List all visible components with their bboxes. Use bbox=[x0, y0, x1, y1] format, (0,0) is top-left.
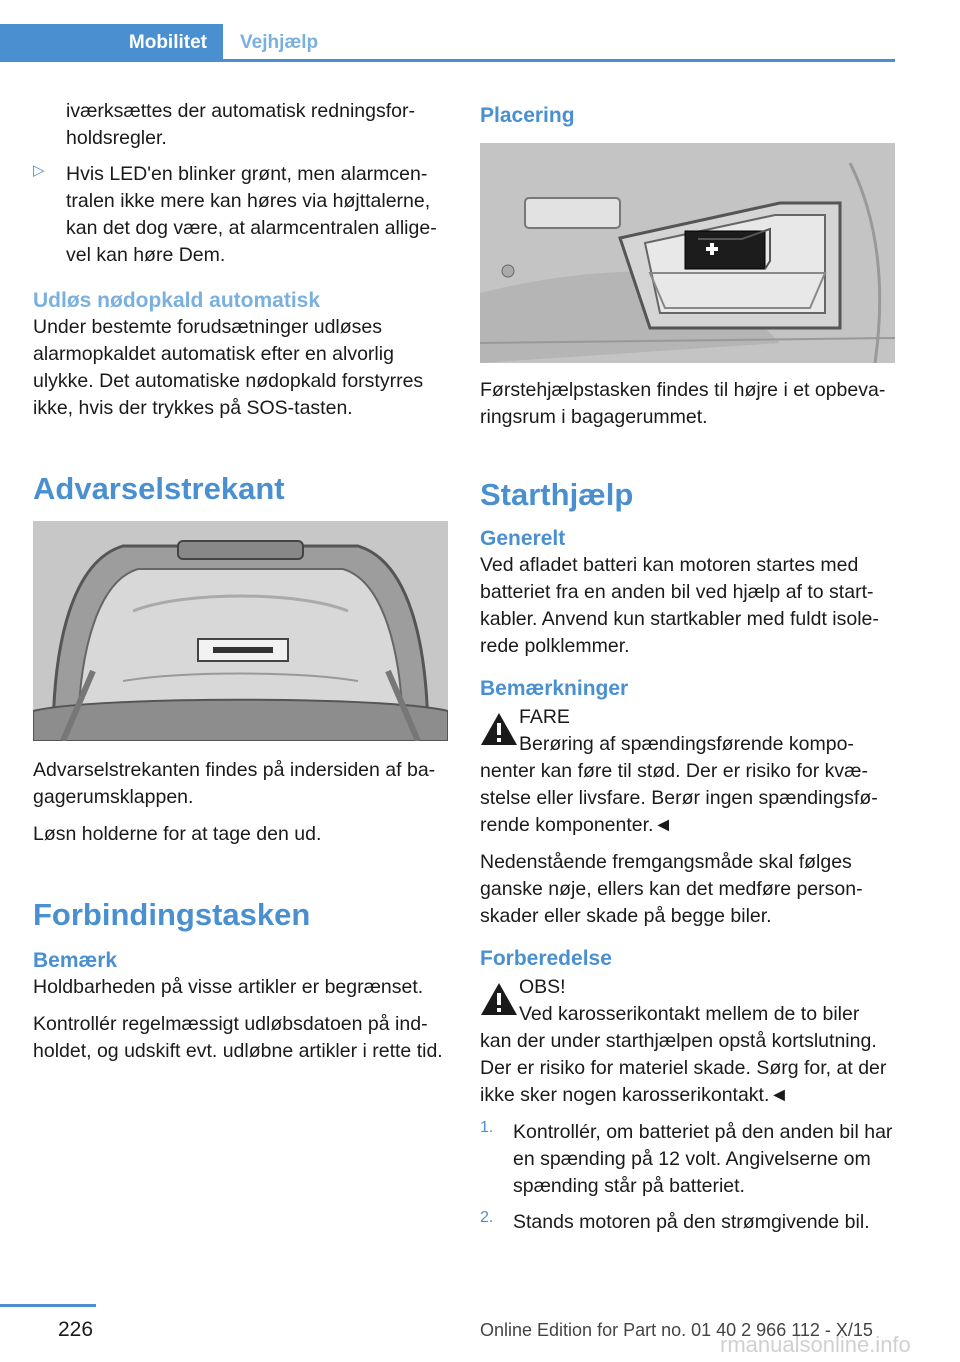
bullet-text: Hvis LED'en blinker grønt, men alarmcentralen ikke mere kan høres via højttalerne, kan det dog være, at alarmcentralen alligevel kan høre Dem. bbox=[66, 163, 437, 266]
step-text: Kontrollér, om batteriet på den anden bil har en spænding på 12 volt. Angivelserne om spænding står på batteriet. bbox=[513, 1121, 893, 1197]
warning-triangle-heading: Advarselstrekant bbox=[33, 471, 285, 506]
trunk-lid-illustration bbox=[33, 521, 448, 741]
continued-text: iværksættes der automatisk redningsforholdsregler. bbox=[66, 100, 415, 149]
page-header bbox=[0, 0, 895, 62]
auto-call-text: Under bestemte forudsætninger udløses alarmopkaldet automatisk efter en alvorlig ulykke. Det automatiske nødopkald forstyrres ikke, hvis der trykkes på SOS-tasten. bbox=[33, 316, 424, 419]
step-text: Stands motoren på den strømgivende bil. bbox=[513, 1211, 870, 1233]
caution-warning bbox=[480, 974, 895, 1109]
placement-caption: Førstehjælpstasken findes til højre i et opbevaringsrum i bagagerummet. bbox=[480, 379, 886, 428]
step-number: 1. bbox=[480, 1119, 494, 1136]
watermark: rmanualsonline.info bbox=[720, 1332, 911, 1357]
general-text: Ved afladet batteri kan motoren startes med batteriet fra en anden bil ved hjælp af to startkabler. Anvend kun startkabler med fuldt isolerede polklemmer. bbox=[480, 554, 879, 657]
danger-text: Berøring af spændingsførende komponenter kan føre til stød. Der er risiko for kvæstelse eller livsfare. Berør ingen spændingsførende komponenter.◄ bbox=[480, 733, 878, 836]
first-aid-compartment-illustration bbox=[480, 143, 895, 363]
warning-icon bbox=[480, 712, 518, 746]
trunk-compartment-image bbox=[480, 143, 895, 363]
remarks-heading: Bemærkninger bbox=[480, 677, 629, 700]
bullet-triangle-icon: ▷ bbox=[33, 162, 45, 179]
first-aid-kit-heading: Forbindingstasken bbox=[33, 897, 311, 932]
warning-icon bbox=[480, 982, 518, 1016]
jump-start-heading: Starthjælp bbox=[480, 477, 634, 512]
procedure-text: Nedenstående fremgangsmåde skal følges ganske nøje, ellers kan det medføre personskader eller skade på begge biler. bbox=[480, 851, 863, 927]
footer-rule bbox=[0, 1304, 96, 1307]
step-1 bbox=[480, 1119, 895, 1200]
note-text-2: Kontrollér regelmæssigt udløbsdatoen på indholdet, og udskift evt. udløbne artikler i rette tid. bbox=[33, 1013, 443, 1062]
danger-label: FARE bbox=[519, 706, 570, 728]
caution-text: Ved karosserikontakt mellem de to biler kan der under starthjælpen opstå kortslutning. Der er risiko for materiel skade. Sørg for, at der ikke sker nogen karosserikontakt.◄ bbox=[480, 1003, 887, 1106]
bullet-item bbox=[33, 161, 448, 269]
auto-call-heading: Udløs nødopkald automatisk bbox=[33, 289, 321, 312]
left-column bbox=[33, 98, 448, 1065]
tab-mobilitet: Mobilitet bbox=[0, 24, 223, 62]
edition-text: Online Edition for Part no. 01 40 2 966 112 - X/15 bbox=[480, 1320, 873, 1340]
page-number: 226 bbox=[58, 1318, 94, 1341]
caution-label: OBS! bbox=[519, 976, 566, 998]
right-column bbox=[480, 98, 895, 1236]
header-rule bbox=[223, 59, 895, 62]
danger-warning bbox=[480, 704, 895, 839]
triangle-instruction: Løsn holderne for at tage den ud. bbox=[33, 823, 322, 845]
note-text-1: Holdbarheden på visse artikler er begrænset. bbox=[33, 976, 424, 998]
step-2 bbox=[480, 1209, 895, 1236]
triangle-caption: Advarselstrekanten findes på indersiden af bagagerumsklappen. bbox=[33, 759, 436, 808]
step-number: 2. bbox=[480, 1209, 494, 1226]
placement-heading: Placering bbox=[480, 104, 575, 127]
note-heading: Bemærk bbox=[33, 949, 118, 972]
general-heading: Generelt bbox=[480, 527, 566, 550]
trunk-lid-image bbox=[33, 521, 448, 741]
preparation-heading: Forberedelse bbox=[480, 947, 612, 970]
tab-vejhjaelp: Vejhjælp bbox=[240, 32, 319, 53]
